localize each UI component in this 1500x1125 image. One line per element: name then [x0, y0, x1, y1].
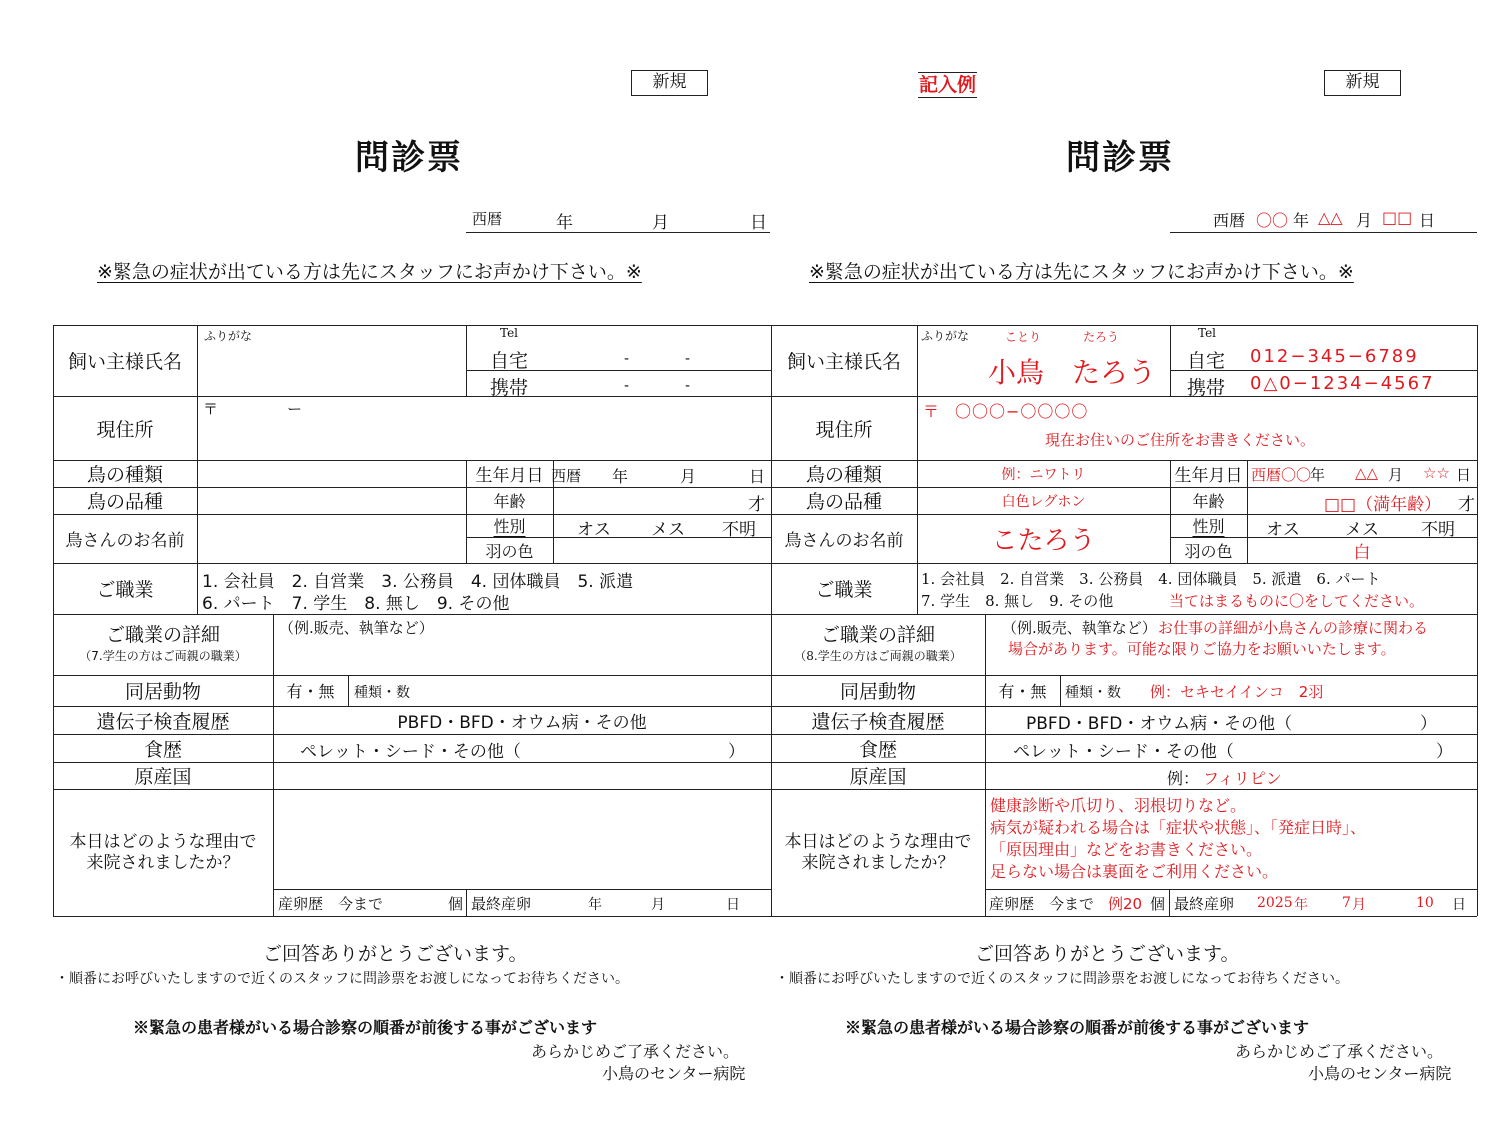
bird-name-value: こたろう: [991, 526, 1096, 556]
divider: [466, 889, 467, 916]
date-month-unit[interactable]: 月: [652, 213, 669, 233]
visit-reason-hints: [990, 795, 1366, 883]
bird-name-input[interactable]: [199, 515, 465, 562]
mobile-phone-label: 携帯: [1187, 377, 1226, 399]
emergency-notice: ※緊急の症状が出ている方は先にスタッフにお声かけ下さい。※: [809, 261, 1354, 283]
sex-option-female: メス: [1345, 520, 1379, 540]
understanding-note: あらかじめご了承ください。: [531, 1042, 740, 1061]
divider: [53, 916, 771, 917]
divider: [771, 916, 1477, 917]
divider: [466, 325, 467, 396]
date-underline: [1170, 232, 1477, 233]
age-label: 年齢: [1192, 492, 1225, 511]
mobile-phone-input[interactable]: - -: [624, 378, 691, 394]
feather-color-label: 羽の色: [485, 541, 534, 561]
egg-count-unit: 個: [448, 895, 464, 913]
date-year-unit: 年: [1293, 211, 1310, 230]
visit-reason-hint: 足らない場合は裏面をご利用ください。: [990, 862, 1279, 881]
occupation-options-line2[interactable]: 6. パート 7. 学生 8. 無し 9. その他: [202, 594, 510, 614]
age-label: 年齢: [493, 492, 526, 511]
mobile-phone-label: 携帯: [490, 377, 529, 399]
home-phone-label: 自宅: [490, 350, 529, 372]
date-day-unit[interactable]: 日: [750, 213, 767, 233]
visit-reason-label-line1: 本日はどのような理由で: [784, 832, 972, 852]
last-egg-label: 最終産卵: [1174, 895, 1235, 913]
bird-breed-label: 鳥の品種: [86, 491, 163, 513]
tel-label: Tel: [1198, 326, 1217, 340]
emergency-order-note: ※緊急の患者様がいる場合診察の順番が前後する事がございます: [133, 1018, 598, 1037]
divider: [273, 614, 274, 916]
address-label: 現住所: [96, 418, 154, 441]
hospital-name: 小鳥のセンター病院: [1308, 1064, 1452, 1083]
genetic-test-label: 遺伝子検査履歴: [96, 710, 230, 733]
visit-reason-label-line2: 来院されましたか？: [801, 853, 955, 873]
birthdate-month-unit[interactable]: 月: [680, 467, 697, 486]
occupation-options-line1[interactable]: 1. 会社員 2. 自営業 3. 公務員 4. 団体職員 5. 派遣: [202, 572, 634, 592]
occupation-detail-label: ご職業の詳細: [820, 624, 935, 646]
occupation-detail-sublabel: （8.学生の方はご両親の職業）: [794, 649, 962, 663]
feather-color-input[interactable]: [555, 538, 769, 562]
understanding-note: あらかじめご了承ください。: [1235, 1042, 1444, 1061]
age-unit: 才: [1458, 495, 1475, 515]
divider: [348, 675, 349, 706]
divider: [1060, 675, 1061, 706]
bird-type-input[interactable]: [199, 461, 465, 486]
last-egg-month-unit: 月: [1352, 897, 1366, 913]
tel-label: Tel: [500, 326, 519, 340]
birthdate-label: 生年月日: [475, 466, 544, 486]
owner-name-label: 飼い主様氏名: [67, 351, 182, 373]
sex-label: 性別: [493, 517, 526, 536]
last-egg-year-unit[interactable]: 年: [588, 897, 602, 913]
diet-label: 食歴: [143, 738, 182, 761]
date-underline: [466, 232, 770, 233]
owner-name-label: 飼い主様氏名: [786, 351, 901, 373]
birthdate-era: 西暦: [551, 467, 582, 485]
cohabiting-animals-label: 同居動物: [839, 681, 916, 703]
emergency-notice: ※緊急の症状が出ている方は先にスタッフにお声かけ下さい。※: [97, 261, 642, 283]
origin-country-input[interactable]: [275, 763, 769, 788]
cohabiting-yes-no: 有・無: [998, 682, 1047, 701]
date-day-value: □□: [1382, 208, 1413, 227]
home-phone-label: 自宅: [1187, 350, 1226, 372]
date-era: 西暦: [1213, 211, 1246, 230]
date-month-value: △△: [1318, 208, 1343, 227]
genetic-test-label: 遺伝子検査履歴: [811, 710, 945, 733]
bird-breed-label: 鳥の品種: [805, 491, 882, 513]
cohabiting-kind-count-label: 種類・数: [1065, 685, 1121, 701]
diet-close-paren: ）: [728, 742, 745, 762]
date-month-unit: 月: [1356, 211, 1373, 230]
wait-note: ・順番にお呼びいたしますので近くのスタッフに問診票をお渡しになってお待ちください。: [775, 971, 1349, 987]
thanks-message: ご回答ありがとうございます。: [975, 943, 1240, 965]
cohabiting-kind-count-label: 種類・数: [354, 685, 410, 701]
occupation-detail-sublabel: （7.学生の方はご両親の職業）: [79, 649, 247, 663]
egg-count-unit: 個: [1150, 895, 1166, 913]
diet-options[interactable]: ペレット・シード・その他（: [300, 742, 521, 762]
visit-reason-hint: 健康診断や爪切り、羽根切りなど。: [990, 796, 1247, 815]
bird-type-label: 鳥の種類: [86, 464, 163, 486]
egg-history-label: 産卵歴 今まで: [278, 895, 384, 913]
last-egg-day-value: 10: [1416, 895, 1434, 911]
occupation-detail-input[interactable]: [276, 640, 768, 673]
thanks-message: ご回答ありがとうございます。: [263, 943, 528, 965]
home-phone-input[interactable]: - -: [624, 351, 691, 367]
occupation-detail-label-group: [771, 620, 985, 664]
divider: [1169, 889, 1170, 916]
birthdate-day-value: ☆☆: [1423, 464, 1450, 482]
divider: [771, 614, 1477, 615]
home-phone-value: 012−345−6789: [1250, 346, 1419, 367]
divider: [985, 889, 1477, 890]
emergency-order-note: ※緊急の患者様がいる場合診察の順番が前後する事がございます: [845, 1018, 1310, 1037]
age-unit: 才: [748, 495, 765, 515]
occupation-detail-example: （例.販売、執筆など）: [279, 619, 434, 637]
furigana-last: ことり: [1005, 330, 1042, 344]
occupation-options-line2: 7. 学生 8. 無し 9. その他: [921, 592, 1114, 610]
origin-country-label: 原産国: [849, 766, 907, 788]
occupation-options-line1: 1. 会社員 2. 自営業 3. 公務員 4. 団体職員 5. 派遣 6. パート: [921, 570, 1381, 588]
date-year-unit[interactable]: 年: [556, 213, 573, 233]
postal-value: 〇〇〇−〇〇〇〇: [955, 402, 1089, 421]
feather-color-value: 白: [1353, 542, 1371, 563]
page-title: 問診票: [355, 138, 463, 178]
egg-count-value: 例20: [1108, 895, 1143, 913]
hospital-name: 小鳥のセンター病院: [602, 1064, 746, 1083]
furigana-first: たろう: [1083, 330, 1120, 344]
diet-close-paren: ）: [1436, 742, 1453, 762]
sex-option-unknown: 不明: [1421, 520, 1455, 540]
occupation-hint: 当てはまるものに〇をしてください。: [1169, 592, 1425, 610]
furigana-label: ふりがな: [921, 329, 970, 343]
birthdate-month-unit: 月: [1388, 466, 1404, 484]
last-egg-year-value: 2025: [1257, 895, 1293, 911]
date-day-unit: 日: [1419, 211, 1436, 230]
age-input[interactable]: [555, 488, 735, 513]
cohabiting-yes-no[interactable]: 有・無: [286, 682, 335, 701]
last-egg-year-unit: 年: [1294, 897, 1308, 913]
visit-reason-input[interactable]: [276, 791, 768, 887]
genetic-test-options[interactable]: PBFD・BFD・オウム病・その他: [397, 712, 647, 733]
page-title: 問診票: [1066, 138, 1174, 178]
cohabiting-example: 例：セキセイインコ 2羽: [1150, 683, 1324, 701]
bird-type-value: 例：ニワトリ: [1001, 466, 1086, 483]
occupation-detail-hint1: お仕事の詳細が小鳥さんの診療に関わる: [1158, 619, 1429, 637]
date-year-value: 〇〇: [1256, 211, 1289, 230]
egg-history-label: 産卵歴 今まで: [989, 895, 1095, 913]
divider: [273, 889, 771, 890]
mobile-phone-value: 0△0−1234−4567: [1250, 373, 1435, 394]
genetic-close-paren: ）: [1420, 714, 1437, 734]
bird-name-label: 鳥さんのお名前: [784, 531, 904, 551]
last-egg-label: 最終産卵: [471, 895, 532, 913]
occupation-detail-hint2: 場合があります。可能な限りご協力をお願いいたします。: [1008, 640, 1396, 658]
last-egg-month-value: 7: [1342, 895, 1351, 911]
origin-country-label: 原産国: [134, 766, 192, 788]
visit-reason-label-group: [771, 832, 985, 874]
owner-name-value: 小鳥 たろう: [988, 356, 1157, 389]
furigana-label: ふりがな: [204, 329, 253, 343]
sex-option-unknown[interactable]: 不明: [722, 520, 756, 540]
postal-dash: ー: [287, 400, 303, 418]
wait-note: ・順番にお呼びいたしますので近くのスタッフに問診票をお渡しになってお待ちください。: [55, 971, 629, 987]
diet-label: 食歴: [858, 738, 897, 761]
divider: [53, 614, 771, 615]
diet-options: ペレット・シード・その他（: [1013, 742, 1234, 762]
visit-reason-label-group: [53, 832, 273, 874]
example-label: 記入例: [919, 74, 977, 96]
bird-breed-input[interactable]: [199, 488, 465, 513]
genetic-test-options: PBFD・BFD・オウム病・その他（: [1026, 714, 1293, 734]
visit-reason-label-line1: 本日はどのような理由で: [69, 832, 257, 852]
bird-breed-value: 白色レグホン: [1001, 493, 1086, 510]
divider: [197, 325, 198, 614]
address-label: 現住所: [815, 418, 873, 441]
visit-reason-hint: 病気が疑われる場合は「症状や状態」、「発症日時」、: [990, 818, 1367, 837]
date-era: 西暦: [472, 210, 503, 228]
new-badge: 新規: [631, 70, 708, 96]
sex-option-female[interactable]: メス: [651, 520, 685, 540]
last-egg-month-unit[interactable]: 月: [651, 897, 665, 913]
occupation-detail-label-group: [53, 620, 273, 664]
postal-mark: 〒: [203, 400, 219, 418]
feather-color-label: 羽の色: [1184, 541, 1233, 561]
cohabiting-animals-label: 同居動物: [124, 681, 201, 703]
visit-reason-label-line2: 来院されましたか？: [86, 853, 240, 873]
last-egg-day-unit: 日: [1452, 897, 1466, 913]
bird-name-label: 鳥さんのお名前: [65, 531, 185, 551]
birthdate-year-unit: 年: [1310, 466, 1326, 484]
birthdate-year-unit[interactable]: 年: [612, 467, 629, 486]
origin-prefix: 例：: [1167, 769, 1200, 788]
divider: [1477, 325, 1478, 916]
occupation-label: ご職業: [815, 579, 873, 601]
divider: [985, 614, 986, 916]
last-egg-day-unit[interactable]: 日: [726, 897, 740, 913]
occupation-detail-example: （例.販売、執筆など）: [1002, 619, 1157, 637]
address-input[interactable]: [200, 418, 768, 458]
age-value: □□（満年齢）: [1324, 495, 1442, 515]
sex-option-male[interactable]: オス: [577, 520, 611, 540]
origin-country-value: フィリピン: [1203, 769, 1282, 788]
sex-option-male: オス: [1266, 520, 1300, 540]
sex-label: 性別: [1192, 517, 1225, 536]
occupation-label: ご職業: [96, 579, 154, 601]
bird-type-label: 鳥の種類: [805, 464, 882, 486]
postal-mark: 〒: [923, 402, 940, 421]
occupation-detail-label: ご職業の詳細: [105, 624, 220, 646]
new-badge: 新規: [1324, 70, 1401, 96]
address-hint: 現在お住いのご住所をお書きください。: [1045, 431, 1316, 449]
owner-name-input[interactable]: [200, 345, 462, 393]
birthdate-month-value: △△: [1355, 464, 1379, 482]
birthdate-day-unit[interactable]: 日: [749, 467, 766, 486]
divider: [771, 789, 1477, 790]
birthdate-label: 生年月日: [1174, 466, 1243, 486]
visit-reason-hint: 「原因理由」などをお書きください。: [990, 840, 1263, 859]
divider: [1170, 325, 1171, 396]
birthdate-day-unit: 日: [1456, 466, 1472, 484]
divider: [53, 789, 771, 790]
birthdate-year-value: 西暦〇〇: [1251, 466, 1312, 484]
